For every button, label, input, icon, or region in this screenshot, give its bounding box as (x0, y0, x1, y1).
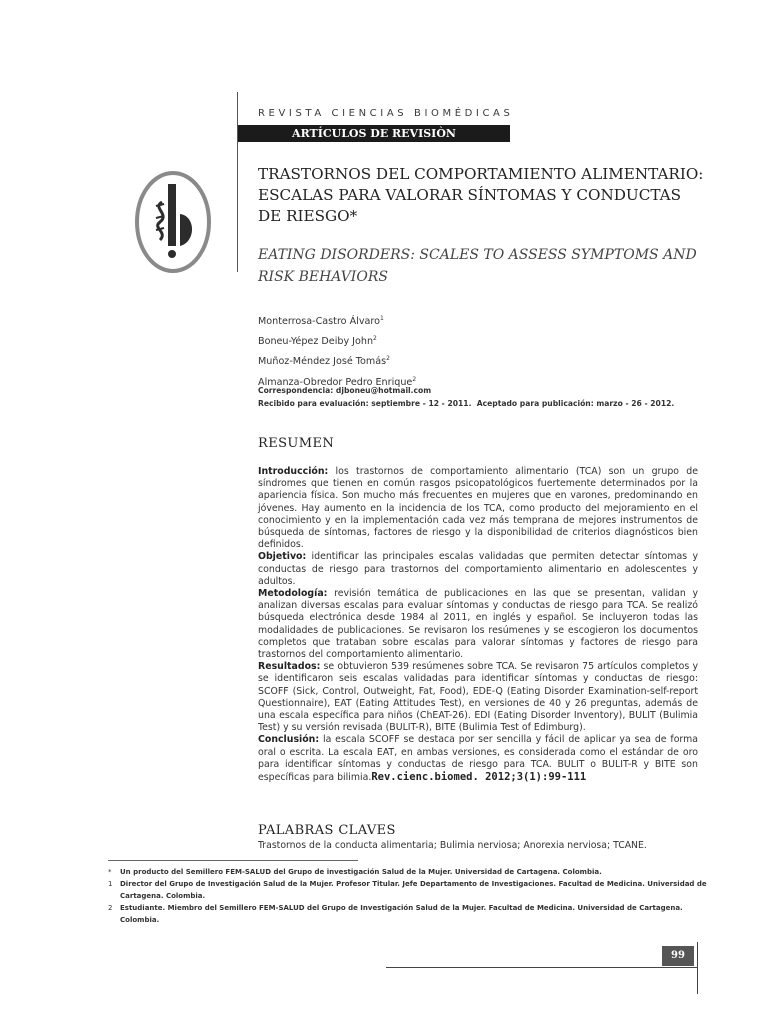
abstract-results: Resultados: se obtuvieron 539 resúmenes sobre TCA. Se revisaron 75 artículos completos y se identificaron seis escalas validadas para identificar síntomas y conductas de riesgo: SCOFF (Sick, Control, Outweight, Fat, Food), EDE-Q (Eating Disorder Examination-self-report Questionnaire), EAT (Eating Attitudes Test), en versiones de 40 y 26 preguntas, además de una escala específica para niños (ChEAT-26). EDI (Eating Disorder Inventory), BULIT (Bulimia Test) y su versión revisada (BULIT-R), BITE (Bulimia Test of Edimburg). (258, 661, 698, 734)
abstract-introduction: Introducción: los trastornos de comportamiento alimentario (TCA) son un grupo de síndromes que tienen en común rasgos psicopatológicos fuertemente determinados por la apariencia física. Son mucho más frecuentes en mujeres que en varones, predominando en jóvenes. Hay aumento en la incidencia de los TCA, como producto del mejoramiento en el conocimiento y en la implementación cada vez más temprana de mejores instrumentos de búsqueda de síntomas, factores de riesgo y la disponibilidad de criterios diagnósticos bien definidos. (258, 466, 698, 551)
footnote-item: 2 Estudiante. Miembro del Semillero FEM-SALUD del Grupo de Investigación Salud de la Mujer. Facultad de Medicina. Universidad de Cartagena. Colombia. (108, 904, 683, 924)
accepted-date: Aceptado para publicación: marzo - 26 - 2012. (476, 399, 675, 408)
footnote-rule (108, 860, 358, 861)
footer-vertical-rule (697, 942, 698, 994)
footnote-item: * Un producto del Semillero FEM-SALUD del Grupo de investigación Salud de la Mujer. Universidad de Cartagena. Colombia. (108, 868, 602, 876)
article-meta (258, 384, 674, 410)
dates-line (258, 397, 674, 410)
author-item: Monterrosa-Castro Álvaro$^1$ (258, 315, 384, 328)
author-item: Almanza-Obredor Pedro Enrique$^2$ (258, 375, 417, 388)
abstract-body (258, 466, 698, 784)
correspondence: Correspondencia: djboneu@hotmail.com (258, 386, 432, 395)
abstract-methodology: Metodología: revisión temática de publicaciones en las que se presentan, validan y analizan diversas escalas para evaluar síntomas y conductas de riesgo para TCA. Se realizó búsqueda electrónica desde 1984 al 2011, en inglés y español. Se incluyeron todas las modalidades de publicaciones. Se revisaron los resúmenes y se escogieron los documentos completos que trataban sobre escalas para valorar síntomas y factores de riesgo para trastornos del comportamiento alimentario. (258, 588, 698, 661)
abstract-objective: Objetivo: identificar las principales escalas validadas que permiten detectar síntomas y conductas de riesgo para trastornos del comportamiento alimentario en adolescentes y adultos. (258, 551, 698, 587)
journal-logo-icon (134, 170, 212, 274)
section-label: ARTÍCULOS DE REVISIÒN (292, 127, 456, 140)
footnotes (108, 866, 708, 926)
article-title: TRASTORNOS DEL COMPORTAMIENTO ALIMENTARIO: ESCALAS PARA VALORAR SÍNTOMAS Y CONDUCTAS DE RIESGO* (258, 165, 704, 225)
page-number: 99 (662, 946, 694, 966)
received-date: Recibido para evaluación: septiembre - 12 - 2011. (258, 399, 472, 408)
keywords-heading: PALABRAS CLAVES (258, 823, 396, 838)
abstract-conclusion: Conclusión: la escala SCOFF se destaca por ser sencilla y fácil de aplicar ya sea de forma oral o escrita. La escala EAT, en ambas versiones, es considerada como el estándar de oro para identificar síntomas y conductas de riesgo para TCA. BULIT o BULIT-R y BITE son específicas para bilimia.Rev.cienc.biomed. 2012;3(1):99-111 (258, 734, 698, 784)
article-title-english: EATING DISORDERS: SCALES TO ASSESS SYMPTOMS AND RISK BEHAVIORS (258, 247, 697, 285)
author-item: Boneu-Yépez Deiby John$^2$ (258, 335, 377, 348)
keywords-text: Trastornos de la conducta alimentaria; Bulimia nerviosa; Anorexia nerviosa; TCANE. (258, 840, 647, 851)
author-item: Muñoz-Méndez José Tomás$^2$ (258, 355, 390, 368)
footer-rule (386, 967, 698, 968)
journal-name: REVISTA CIENCIAS BIOMÉDICAS (258, 108, 514, 119)
resumen-heading: RESUMEN (258, 436, 335, 451)
citation: Rev.cienc.biomed. 2012;3(1):99-111 (371, 771, 587, 784)
author-list (258, 310, 416, 391)
header-vertical-rule (237, 92, 238, 272)
footnote-item: 1 Director del Grupo de Investigación Salud de la Mujer. Profesor Titular. Jefe Departamento de Investigaciones. Facultad de Medicina. Universidad de Cartagena. Colombia. (108, 880, 707, 900)
section-bar (238, 125, 510, 142)
